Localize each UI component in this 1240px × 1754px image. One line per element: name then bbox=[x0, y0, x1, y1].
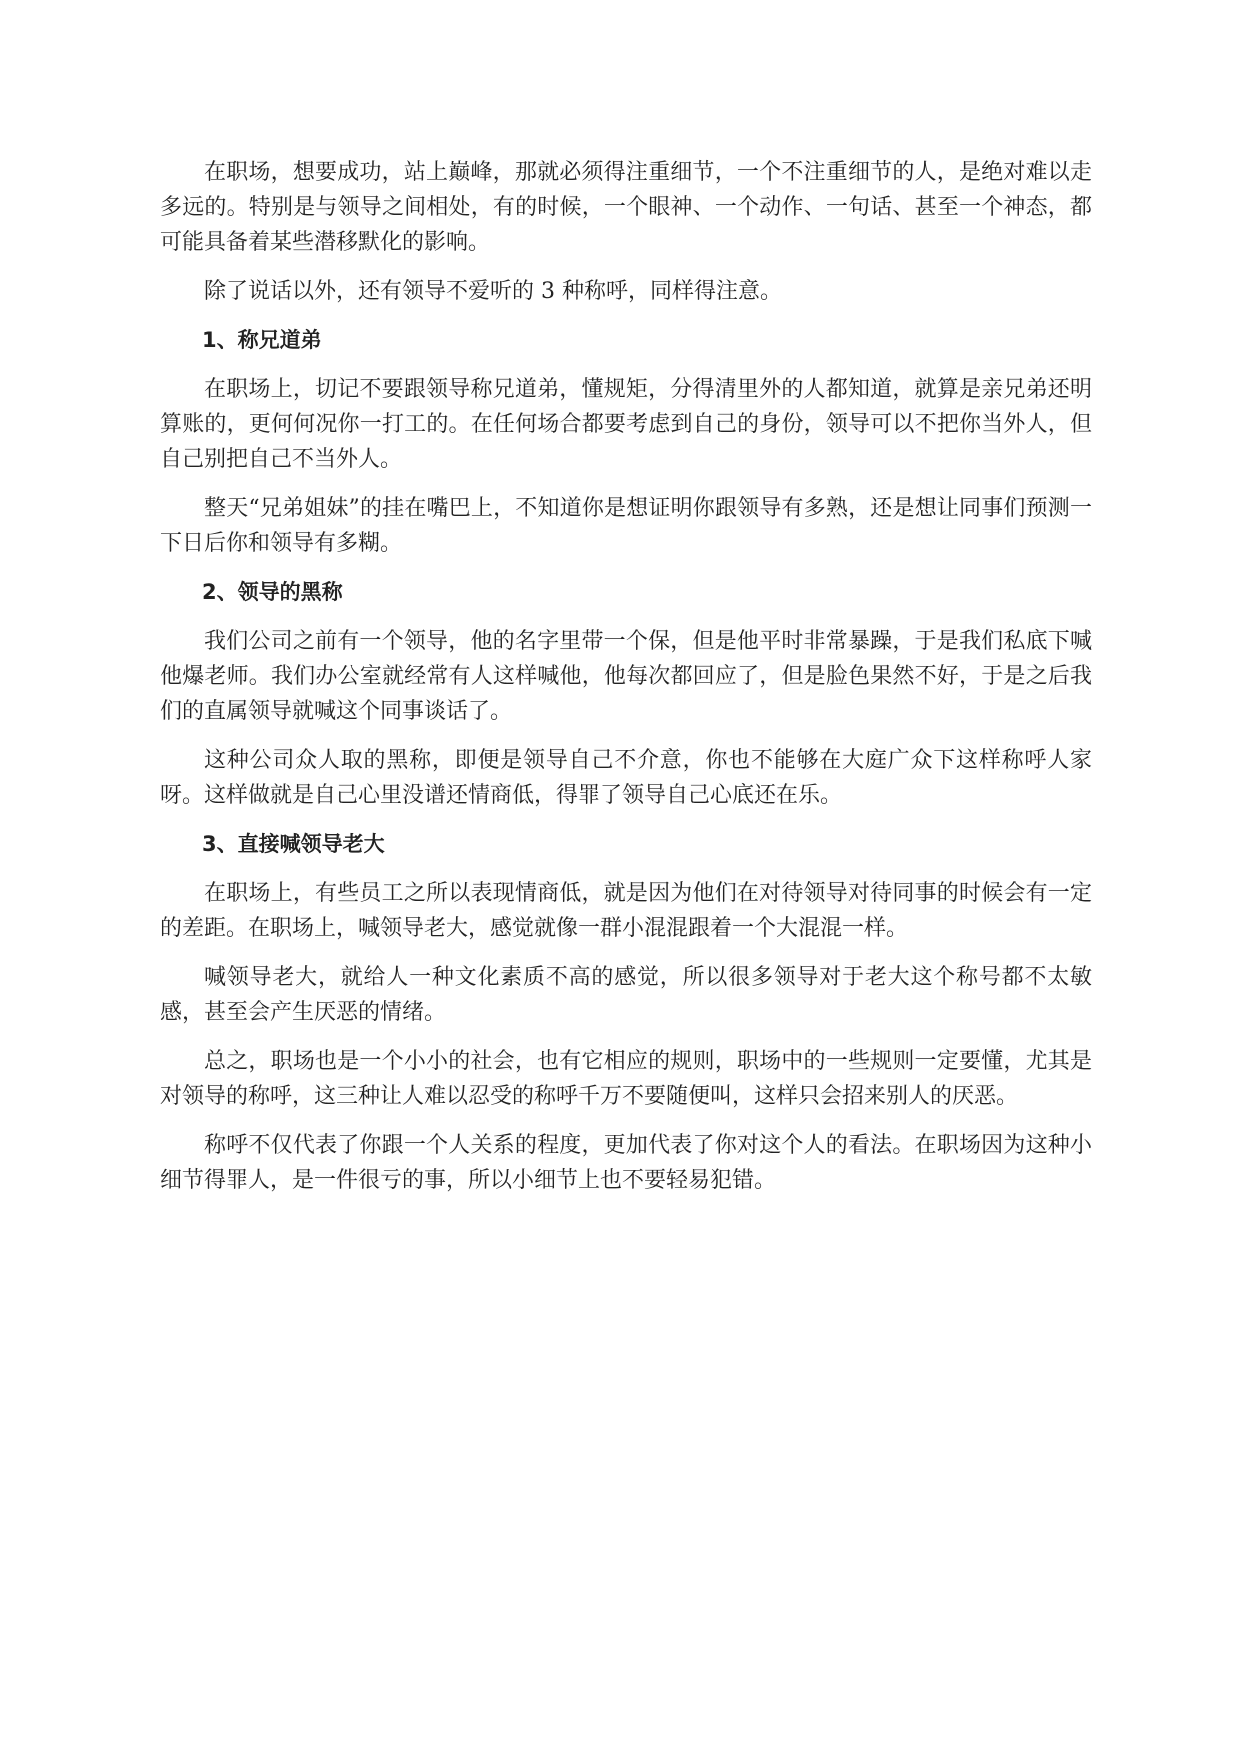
section-3-paragraph-2: 喊领导老大，就给人一种文化素质不高的感觉，所以很多领导对于老大这个称号都不太敏感，甚至会产生厌恶的情绪。 bbox=[160, 965, 1092, 1025]
conclusion-paragraph-2: 称呼不仅代表了你跟一个人关系的程度，更加代表了你对这个人的看法。在职场因为这种小细节得罪人，是一件很亏的事，所以小细节上也不要轻易犯错。 bbox=[160, 1133, 1092, 1193]
intro-paragraph: 在职场，想要成功，站上巅峰，那就必须得注重细节，一个不注重细节的人，是绝对难以走多远的。特别是与领导之间相处，有的时候，一个眼神、一个动作、一句话、甚至一个神态，都可能具备着某些潜移默化的影响。 bbox=[160, 160, 1092, 255]
section-heading-2: 2、领导的黑称 bbox=[202, 580, 343, 604]
section-heading-3: 3、直接喊领导老大 bbox=[202, 832, 385, 856]
section-2-paragraph-2: 这种公司众人取的黑称，即便是领导自己不介意，你也不能够在大庭广众下这样称呼人家呀。这样做就是自己心里没谱还情商低，得罪了领导自己心底还在乐。 bbox=[160, 748, 1092, 808]
section-2-paragraph-1: 我们公司之前有一个领导，他的名字里带一个保，但是他平时非常暴躁，于是我们私底下喊他爆老师。我们办公室就经常有人这样喊他，他每次都回应了，但是脸色果然不好，于是之后我们的直属领导就喊这个同事谈话了。 bbox=[160, 629, 1092, 724]
document-page bbox=[160, 155, 1092, 1212]
section-1-paragraph-2: 整天“兄弟姐妹”的挂在嘴巴上，不知道你是想证明你跟领导有多熟，还是想让同事们预测一下日后你和领导有多糊。 bbox=[160, 496, 1092, 556]
conclusion-paragraph-1: 总之，职场也是一个小小的社会，也有它相应的规则，职场中的一些规则一定要懂，尤其是对领导的称呼，这三种让人难以忍受的称呼千万不要随便叫，这样只会招来别人的厌恶。 bbox=[160, 1049, 1092, 1109]
section-1-paragraph-1: 在职场上，切记不要跟领导称兄道弟，懂规矩，分得清里外的人都知道，就算是亲兄弟还明算账的，更何何况你一打工的。在任何场合都要考虑到自己的身份，领导可以不把你当外人，但自己别把自己不当外人。 bbox=[160, 377, 1092, 472]
section-heading-1: 1、称兄道弟 bbox=[202, 328, 322, 352]
lead-paragraph: 除了说话以外，还有领导不爱听的 3 种称呼，同样得注意。 bbox=[204, 279, 782, 304]
section-3-paragraph-1: 在职场上，有些员工之所以表现情商低，就是因为他们在对待领导对待同事的时候会有一定的差距。在职场上，喊领导老大，感觉就像一群小混混跟着一个大混混一样。 bbox=[160, 881, 1092, 941]
